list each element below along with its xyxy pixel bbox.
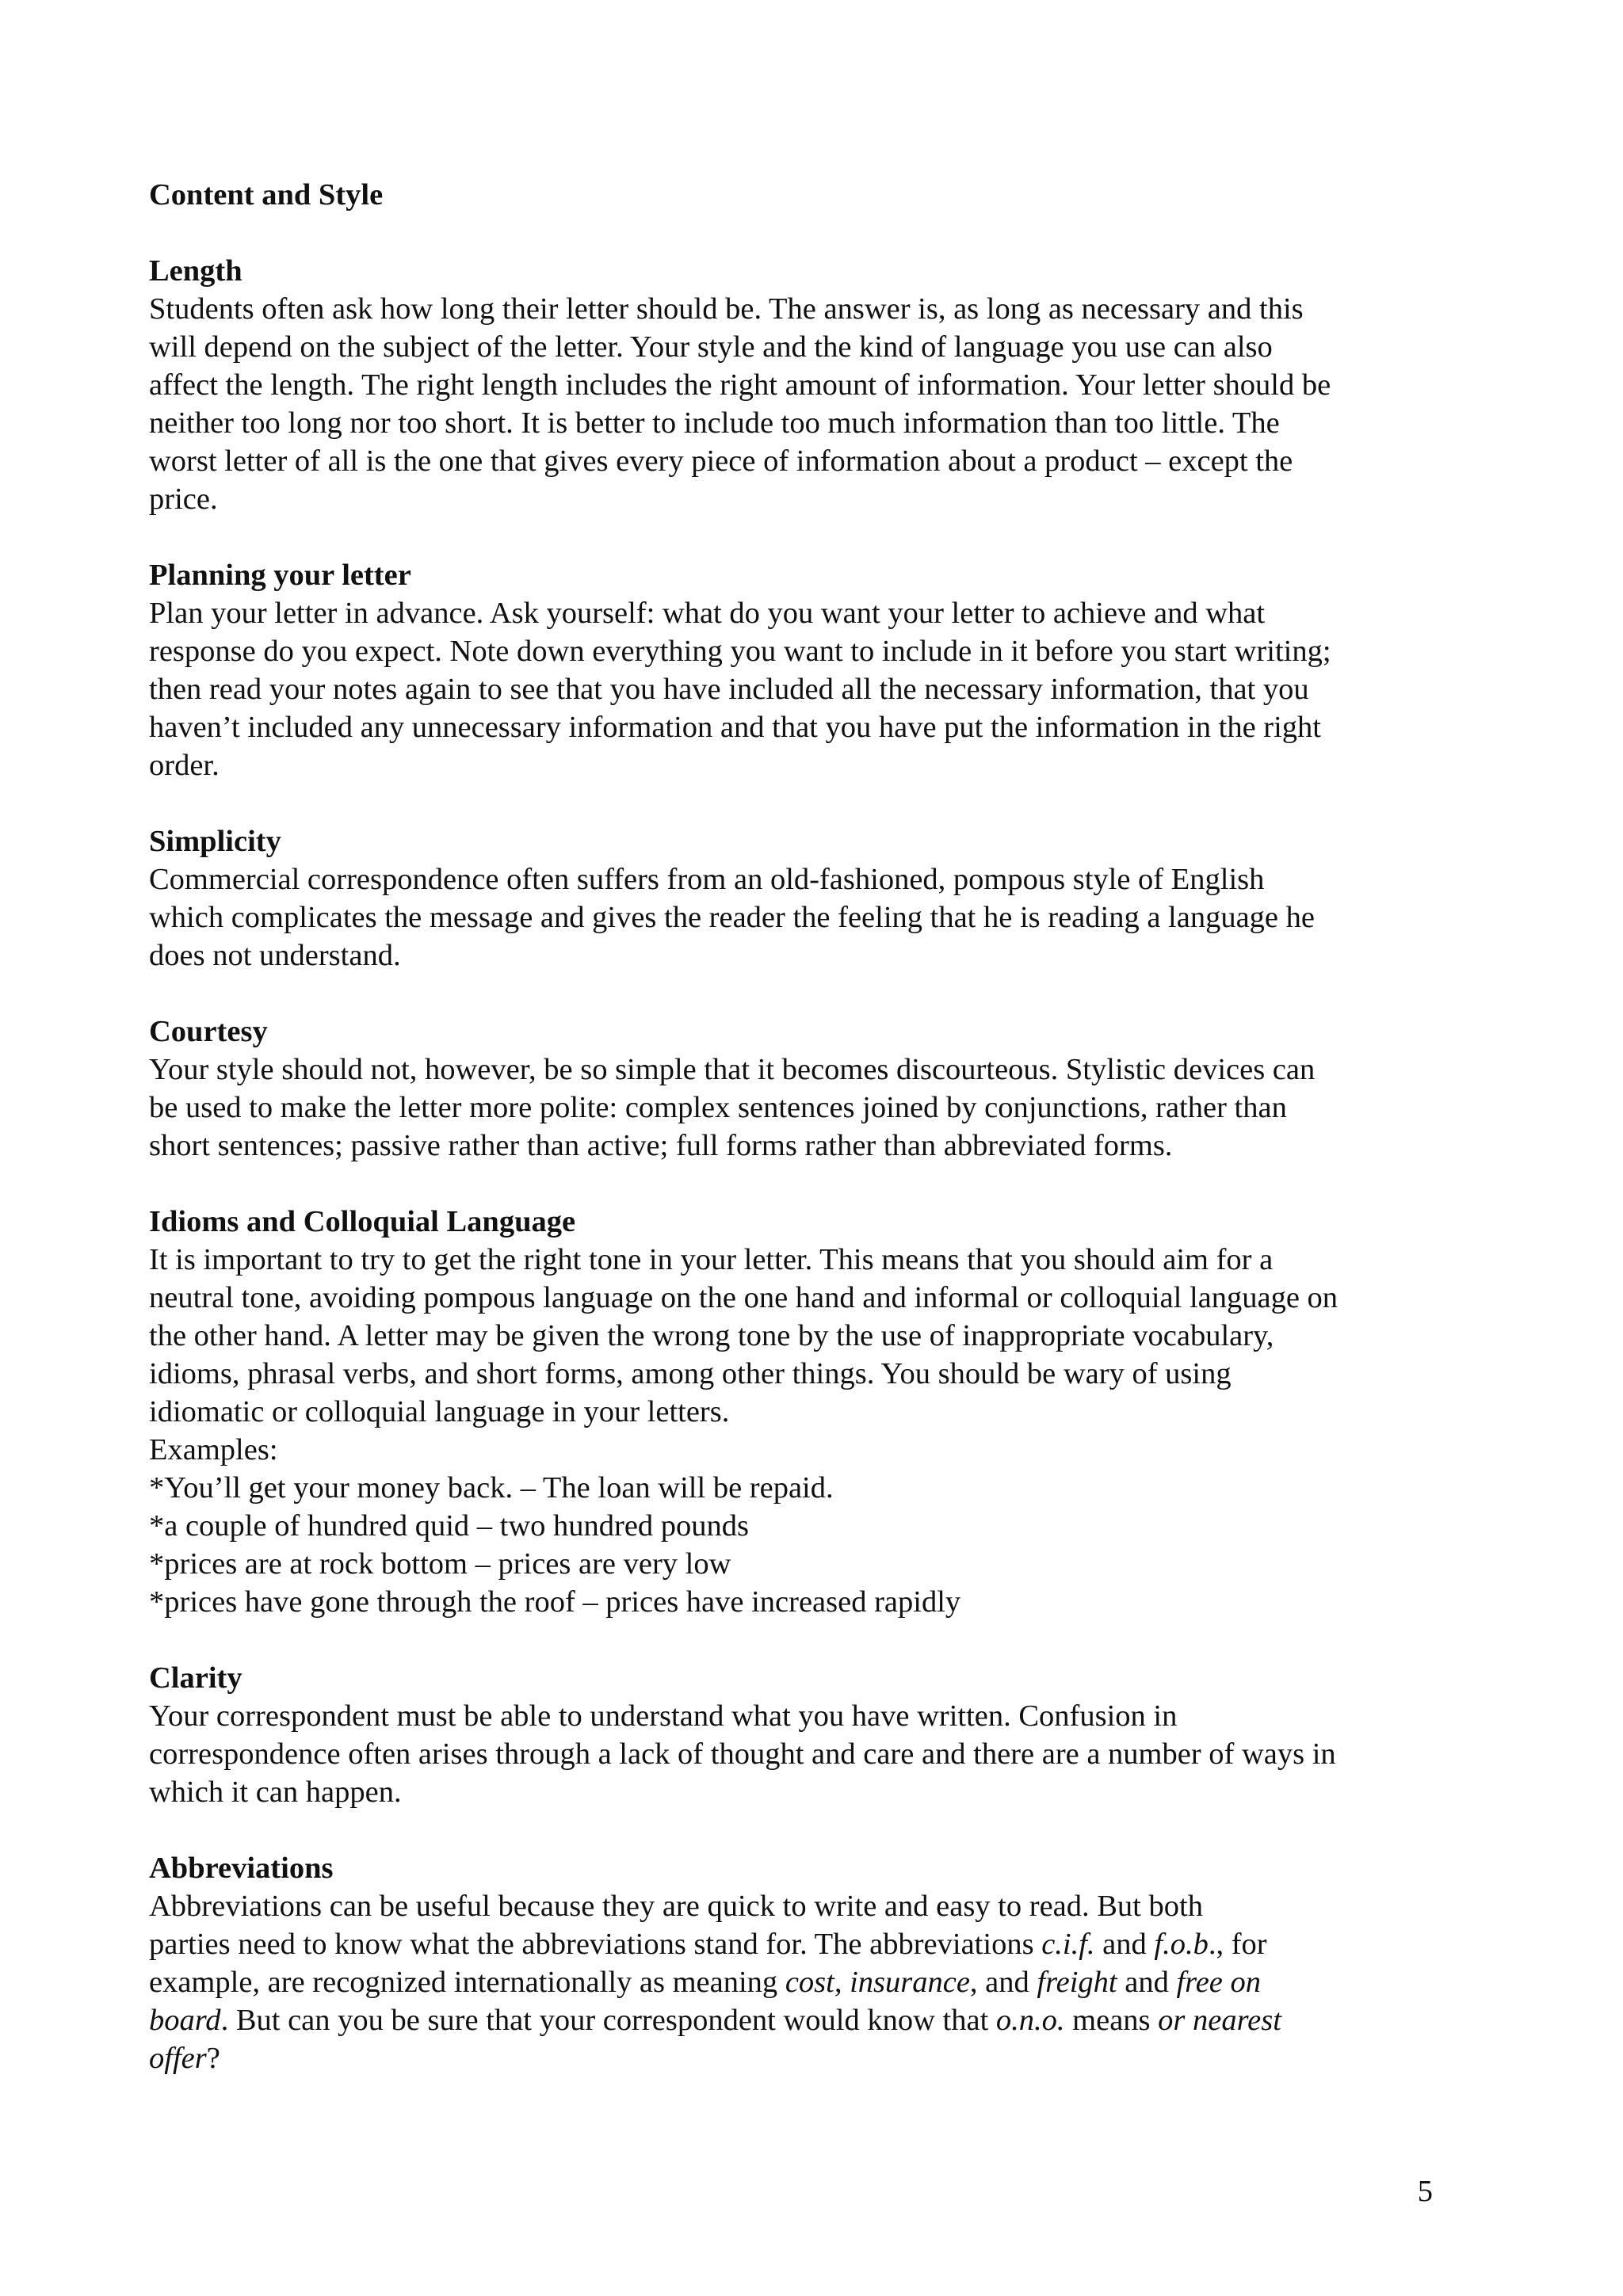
section-heading: Idioms and Colloquial Language <box>149 1205 576 1238</box>
paragraph-line <box>149 2039 1474 2077</box>
section-heading: Length <box>149 254 242 288</box>
paragraph-line: which it can happen. <box>149 1775 402 1809</box>
text-run: Abbreviations can be useful because they are quick to write and easy to read. But both <box>149 1890 1203 1923</box>
italic-term: freight <box>1037 1966 1117 1999</box>
page-title: Content and Style <box>149 178 384 212</box>
paragraph-line: price. <box>149 482 218 516</box>
italic-term: f.o.b <box>1154 1928 1209 1961</box>
text-run: , and <box>969 1966 1037 1999</box>
text-run: means <box>1064 2004 1159 2037</box>
paragraph-line: neutral tone, avoiding pompous language on the one hand and informal or colloquial language on <box>149 1281 1338 1314</box>
section-heading: Clarity <box>149 1661 242 1695</box>
section <box>149 1659 1474 1811</box>
italic-term: o.n.o. <box>995 2004 1065 2037</box>
paragraph-line: idiomatic or colloquial language in your letters. <box>149 1395 730 1428</box>
paragraph-line: neither too long nor too short. It is better to include too much information than too little. The <box>149 406 1280 440</box>
paragraph-line: response do you expect. Note down everything you want to include in it before you start writing; <box>149 635 1331 668</box>
text-run: and <box>1117 1966 1177 1999</box>
paragraph-line: then read your notes again to see that you have included all the necessary information, that you <box>149 673 1309 706</box>
paragraph-line: *prices have gone through the roof – prices have increased rapidly <box>149 1585 961 1619</box>
italic-term: free on <box>1176 1966 1262 1999</box>
document-page <box>149 176 1474 2115</box>
paragraph-line <box>149 2001 1474 2039</box>
section-heading: Courtesy <box>149 1015 268 1048</box>
section <box>149 1013 1474 1165</box>
sections-container <box>149 252 1474 1811</box>
paragraph-line: does not understand. <box>149 939 401 972</box>
section-body <box>149 1697 1474 1811</box>
section-heading: Simplicity <box>149 825 281 858</box>
paragraph-line: *prices are at rock bottom – prices are very low <box>149 1547 731 1581</box>
paragraph-line: the other hand. A letter may be given the wrong tone by the use of inappropriate vocabulary, <box>149 1319 1274 1352</box>
paragraph-line: correspondence often arises through a lack of thought and care and there are a number of ways in <box>149 1737 1336 1771</box>
section <box>149 252 1474 518</box>
paragraph-line: *You’ll get your money back. – The loan will be repaid. <box>149 1471 834 1505</box>
italic-term: cost, insurance <box>785 1966 970 1999</box>
paragraph-line: Examples: <box>149 1433 278 1466</box>
paragraph-line: which complicates the message and gives the reader the feeling that he is reading a language he <box>149 901 1315 934</box>
paragraph-line: short sentences; passive rather than active; full forms rather than abbreviated forms. <box>149 1129 1173 1162</box>
text-run: example, are recognized internationally as meaning <box>149 1966 785 1999</box>
paragraph-line: be used to make the letter more polite: complex sentences joined by conjunctions, rather than <box>149 1091 1287 1124</box>
italic-term: board <box>149 2004 221 2037</box>
text-run: ? <box>206 2042 220 2075</box>
paragraph-line: worst letter of all is the one that gives every piece of information about a product – except the <box>149 444 1293 478</box>
section <box>149 822 1474 974</box>
text-run: ., for <box>1208 1928 1267 1961</box>
paragraph-line: It is important to try to get the right tone in your letter. This means that you should aim for a <box>149 1243 1274 1276</box>
section <box>149 1203 1474 1621</box>
italic-term: c.i.f. <box>1041 1928 1095 1961</box>
section-body <box>149 1887 1474 2077</box>
paragraph-line: affect the length. The right length includes the right amount of information. Your letter should be <box>149 368 1331 402</box>
paragraph-line: will depend on the subject of the letter. Your style and the kind of language you use can also <box>149 330 1273 364</box>
paragraph-line <box>149 1963 1474 2001</box>
text-run: parties need to know what the abbreviations stand for. The abbreviations <box>149 1928 1042 1961</box>
section-heading: Planning your letter <box>149 559 411 592</box>
italic-term: or nearest <box>1158 2004 1281 2037</box>
paragraph-line <box>149 1925 1474 1963</box>
paragraph-line: Students often ask how long their letter should be. The answer is, as long as necessary and this <box>149 292 1304 326</box>
paragraph-line: Commercial correspondence often suffers from an old-fashioned, pompous style of English <box>149 863 1265 896</box>
section-body <box>149 594 1474 784</box>
paragraph-line: haven’t included any unnecessary information and that you have put the information in the right <box>149 711 1321 744</box>
section-body <box>149 1051 1474 1165</box>
paragraph-line: order. <box>149 749 220 782</box>
text-run: and <box>1094 1928 1155 1961</box>
section-body <box>149 860 1474 974</box>
paragraph-line: Plan your letter in advance. Ask yourself: what do you want your letter to achieve and what <box>149 597 1266 630</box>
paragraph-line: Your correspondent must be able to understand what you have written. Confusion in <box>149 1699 1178 1733</box>
text-run: . But can you be sure that your correspondent would know that <box>220 2004 996 2037</box>
paragraph-line: idioms, phrasal verbs, and short forms, among other things. You should be wary of using <box>149 1357 1232 1390</box>
section-body <box>149 1241 1474 1621</box>
section-heading: Abbreviations <box>149 1852 334 1885</box>
section <box>149 556 1474 784</box>
page-number: 5 <box>1417 2175 1433 2208</box>
paragraph-line: Your style should not, however, be so simple that it becomes discourteous. Stylistic devices can <box>149 1053 1316 1086</box>
paragraph-line <box>149 1887 1474 1925</box>
section-abbreviations <box>149 1849 1474 2077</box>
section-body <box>149 290 1474 518</box>
italic-term: offer <box>149 2042 207 2075</box>
paragraph-line: *a couple of hundred quid – two hundred pounds <box>149 1509 750 1543</box>
